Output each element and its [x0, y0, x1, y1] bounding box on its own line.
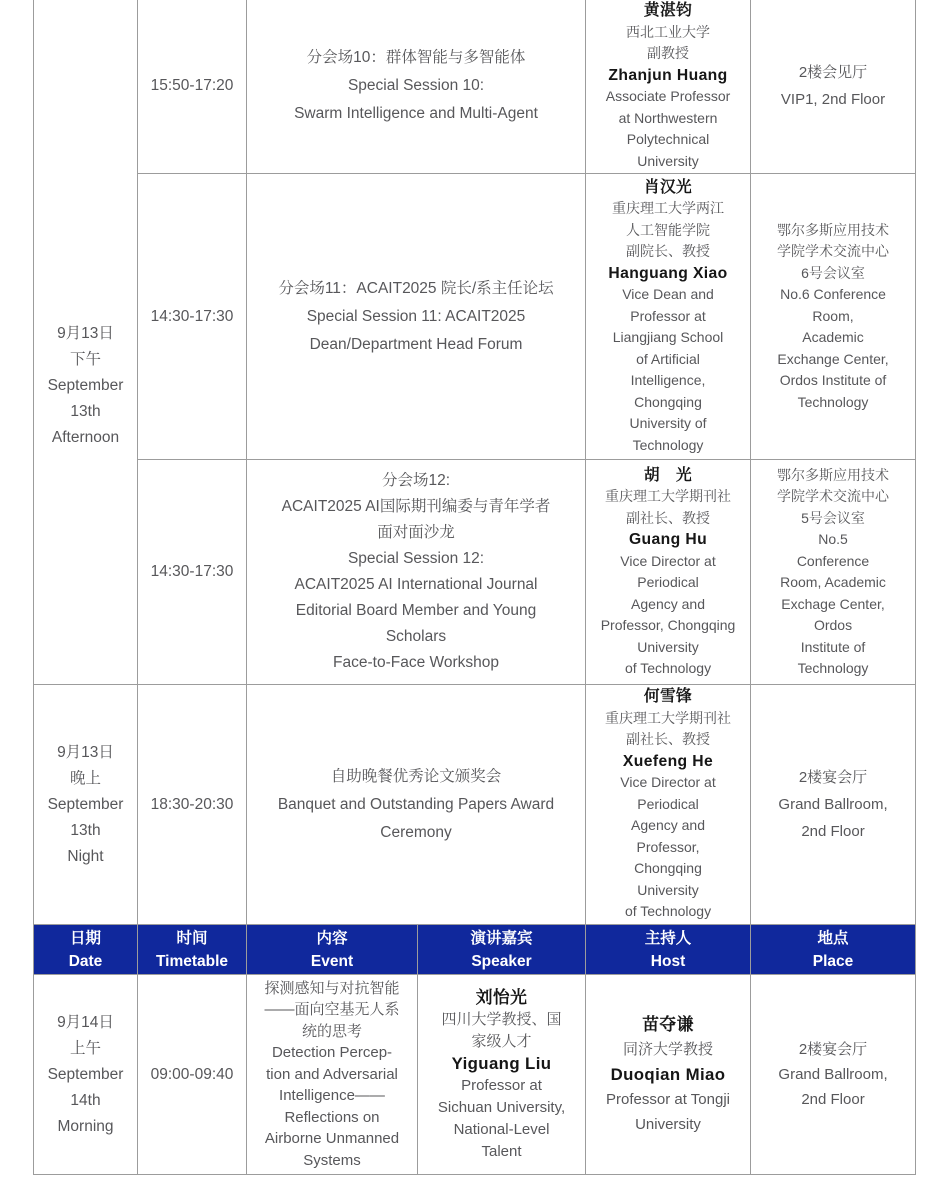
place-cell: 鄂尔多斯应用技术 学院学术交流中心 5号会议室 No.5 Conference Room, Academic Exchage Center, Ordos Institute of Technology [751, 460, 916, 685]
time-cell: 14:30-17:30 [138, 174, 247, 460]
table-row-session11 [34, 174, 916, 460]
header-date: 日期 Date [34, 925, 138, 975]
place-cell: 2楼宴会厅 Grand Ballroom, 2nd Floor [751, 685, 916, 925]
table-row-banquet [34, 685, 916, 925]
host-cell: 肖汉光 重庆理工大学两江 人工智能学院 副院长、教授 Hanguang Xiao Vice Dean and Professor at Liangjiang School of Artificial Intelligence, Chongqing University of Technology [586, 174, 751, 460]
date-cell: 9月14日 上午 September 14th Morning [34, 975, 138, 1175]
host-cell: 何雪锋 重庆理工大学期刊社 副社长、教授 Xuefeng He Vice Director at Periodical Agency and Professor, Chongqing University of Technology [586, 685, 751, 925]
event-cell: 探测感知与对抗智能 ——面向空基无人系 统的思考 Detection Percep- tion and Adversarial Intelligence—— Reflections on Airborne Unmanned Systems [247, 975, 418, 1175]
header-place: 地点 Place [751, 925, 916, 975]
table-row-keynote [34, 975, 916, 1175]
header-host: 主持人 Host [586, 925, 751, 975]
time-cell: 14:30-17:30 [138, 460, 247, 685]
table-row-session10 [34, 0, 916, 174]
time-cell: 09:00-09:40 [138, 975, 247, 1175]
speaker-cell: 刘怡光 四川大学教授、国 家级人才 Yiguang Liu Professor at Sichuan University, National-Level Talent [418, 975, 586, 1175]
table-row-session12 [34, 460, 916, 685]
time-cell: 18:30-20:30 [138, 685, 247, 925]
host-cell: 苗夺谦 同济大学教授 Duoqian Miao Professor at Tongji University [586, 975, 751, 1175]
date-cell: 9月13日 下午 September 13th Afternoon [34, 0, 138, 685]
event-cell: 分会场11：ACAIT2025 院长/系主任论坛 Special Session 11: ACAIT2025 Dean/Department Head Forum [247, 174, 586, 460]
host-cell: 黄湛钧 西北工业大学 副教授 Zhanjun Huang Associate Professor at Northwestern Polytechnical University [586, 0, 751, 174]
time-cell: 15:50-17:20 [138, 0, 247, 174]
place-cell: 2楼会见厅 VIP1, 2nd Floor [751, 0, 916, 174]
header-timetable: 时间 Timetable [138, 925, 247, 975]
event-cell: 分会场10：群体智能与多智能体 Special Session 10: Swarm Intelligence and Multi-Agent [247, 0, 586, 174]
place-cell: 鄂尔多斯应用技术 学院学术交流中心 6号会议室 No.6 Conference Room, Academic Exchange Center, Ordos Institute of Technology [751, 174, 916, 460]
header-speaker: 演讲嘉宾 Speaker [418, 925, 586, 975]
place-cell: 2楼宴会厅 Grand Ballroom, 2nd Floor [751, 975, 916, 1175]
date-cell: 9月13日 晚上 September 13th Night [34, 685, 138, 925]
schedule-table-wrap [33, 0, 917, 1175]
table-header-row [34, 925, 916, 975]
schedule-table [33, 0, 916, 1175]
host-cell: 胡 光 重庆理工大学期刊社 副社长、教授 Guang Hu Vice Director at Periodical Agency and Professor, Chongqing University of Technology [586, 460, 751, 685]
header-event: 内容 Event [247, 925, 418, 975]
event-cell: 分会场12: ACAIT2025 AI国际期刊编委与青年学者 面对面沙龙 Special Session 12: ACAIT2025 AI International Journal Editorial Board Member and Young Scholars Face-to-Face Workshop [247, 460, 586, 685]
event-cell: 自助晚餐优秀论文颁奖会 Banquet and Outstanding Papers Award Ceremony [247, 685, 586, 925]
